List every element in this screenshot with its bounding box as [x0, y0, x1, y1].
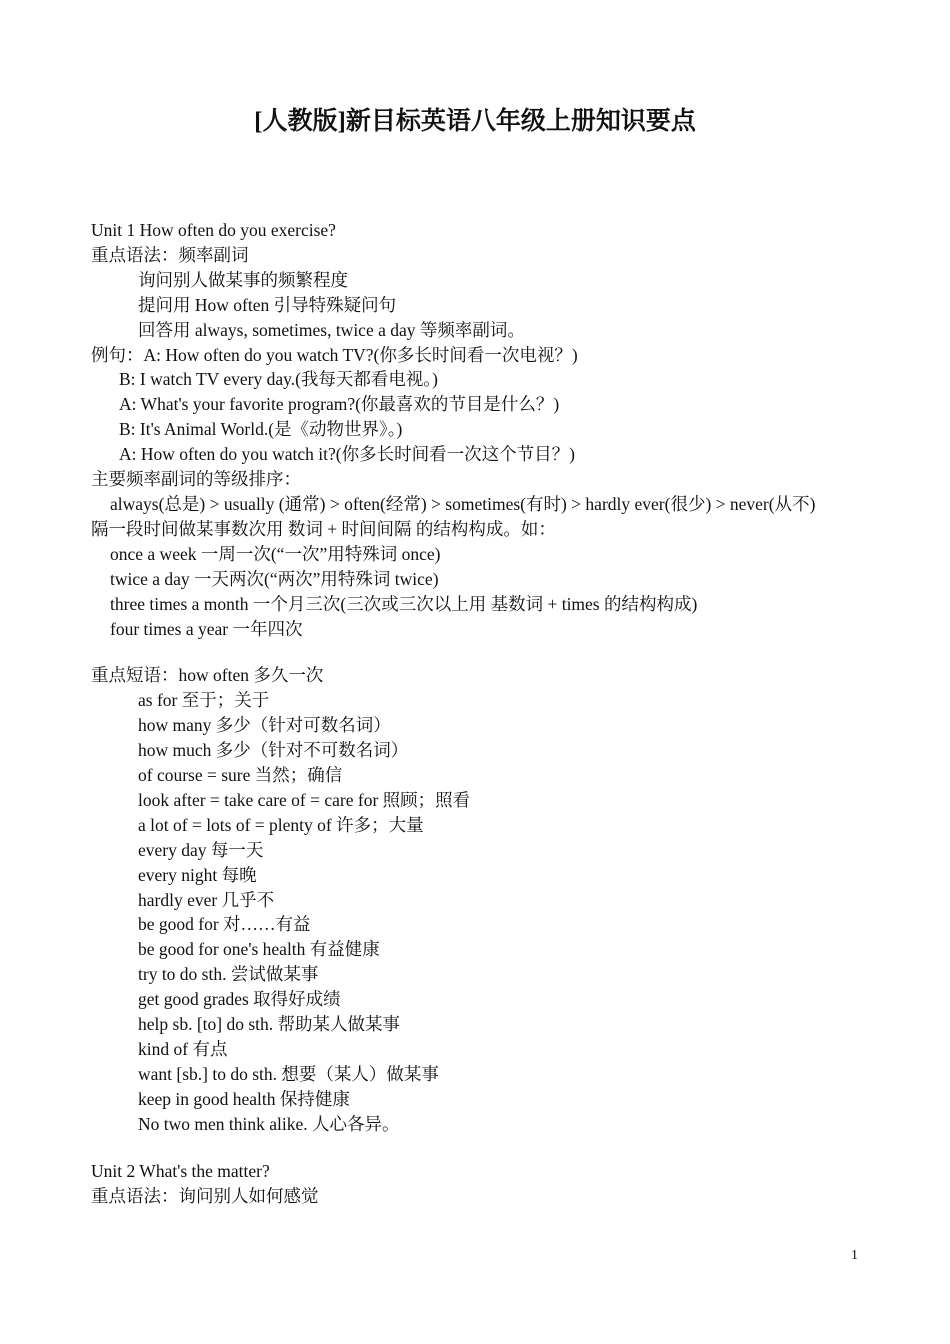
unit1-phrase-item: kind of 有点: [138, 1039, 228, 1059]
unit1-example: B: I watch TV every day.(我每天都看电视。): [119, 369, 438, 390]
unit1-interval: four times a year 一年四次: [110, 618, 303, 639]
unit1-phrase-item: how many 多少（针对可数名词）: [138, 715, 391, 736]
document-title: [人教版]新目标英语八年级上册知识要点: [254, 108, 696, 135]
unit1-phrase-item: how much 多少（针对不可数名词）: [138, 740, 409, 761]
document-body: [91, 218, 866, 1208]
unit1-phrase-item: be good for one's health 有益健康: [138, 939, 380, 960]
unit1-interval: three times a month 一个月三次(三次或三次以上用 基数词 + times 的结构构成): [110, 593, 698, 614]
unit1-phrases-label: 重点短语：how often 多久一次: [91, 665, 324, 686]
unit1-ranking: always(总是) > usually (通常) > often(经常) > sometimes(有时) > hardly ever(很少) > never(从不): [110, 493, 816, 514]
unit1-grammar-point: 回答用 always, sometimes, twice a day 等频率副词。: [138, 319, 525, 340]
unit1-ranking-label: 主要频率副词的等级排序：: [91, 469, 301, 490]
unit1-interval-label: 隔一段时间做某事数次用 数词 + 时间间隔 的结构构成。如：: [91, 518, 556, 539]
unit1-phrase-item: a lot of = lots of = plenty of 许多；大量: [138, 814, 424, 835]
unit1-grammar-label: 重点语法：频率副词: [91, 244, 249, 265]
unit1-phrase-item: help sb. [to] do sth. 帮助某人做某事: [138, 1014, 401, 1035]
unit1-heading: Unit 1 How often do you exercise?: [91, 220, 336, 240]
unit1-example: A: How often do you watch it?(你多长时间看一次这个节目？): [119, 444, 575, 465]
unit2-heading: Unit 2 What's the matter?: [91, 1160, 270, 1181]
unit1-phrase-item: try to do sth. 尝试做某事: [138, 964, 319, 985]
unit1-phrase-item: want [sb.] to do sth. 想要（某人）做某事: [138, 1063, 439, 1084]
unit1-phrase-item: keep in good health 保持健康: [138, 1088, 350, 1109]
unit1-grammar-point: 提问用 How often 引导特殊疑问句: [138, 294, 397, 315]
unit1-phrase-list: [91, 688, 866, 1136]
unit1-phrase-item: be good for 对……有益: [138, 914, 311, 935]
page-number: 1: [851, 1248, 858, 1263]
unit1-example: A: What's your favorite program?(你最喜欢的节目是什么？): [119, 394, 560, 415]
unit2-grammar-label: 重点语法：询问别人如何感觉: [91, 1185, 319, 1206]
unit1-phrase-item: get good grades 取得好成绩: [138, 989, 341, 1010]
unit1-phrase-item: look after = take care of = care for 照顾；照看: [138, 789, 471, 810]
unit1-phrase-item: hardly ever 几乎不: [138, 889, 275, 910]
unit1-phrase-item: as for 至于；关于: [138, 690, 270, 711]
unit1-phrase-item: every night 每晚: [138, 864, 257, 885]
unit1-examples-label: 例句：A: How often do you watch TV?(你多长时间看一次电视？): [91, 344, 578, 365]
unit1-phrase-item: of course = sure 当然；确信: [138, 765, 343, 786]
unit1-interval: once a week 一周一次(“一次”用特殊词 once): [110, 543, 441, 564]
unit1-grammar-point: 询问别人做某事的频繁程度: [138, 269, 348, 290]
spacer: [91, 1137, 866, 1159]
unit1-interval: twice a day 一天两次(“两次”用特殊词 twice): [110, 568, 439, 589]
unit1-phrase-item: every day 每一天: [138, 839, 264, 860]
unit1-phrase-item: No two men think alike. 人心各异。: [138, 1113, 400, 1134]
unit1-example: B: It's Animal World.(是《动物世界》。): [119, 419, 403, 440]
spacer: [91, 641, 866, 663]
